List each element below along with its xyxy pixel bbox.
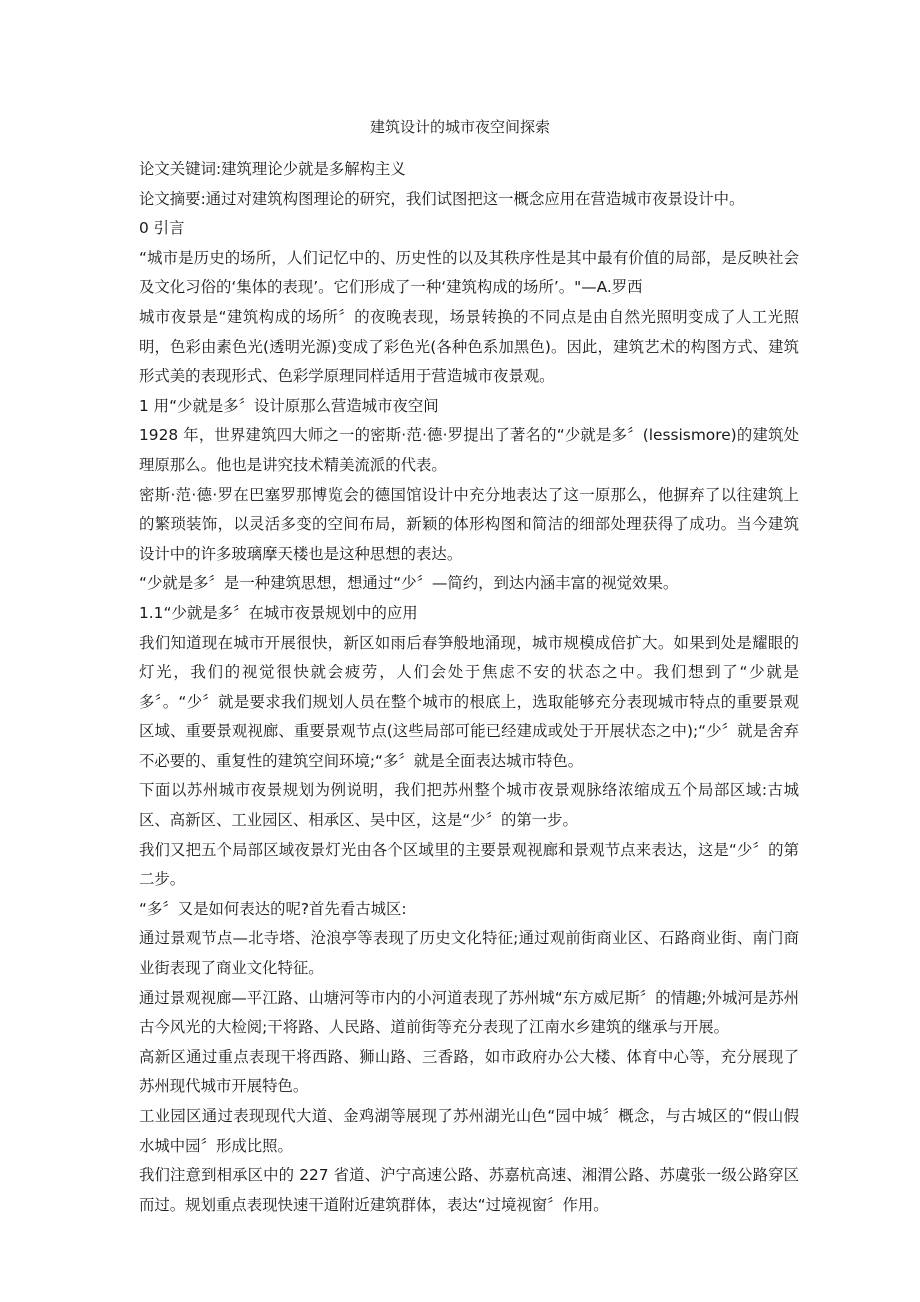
paragraph: 密斯·范·德·罗在巴塞罗那博览会的德国馆设计中充分地表达了这一原那么，他摒弃了以往建筑上的繁琐装饰，以灵活多变的空间布局，新颖的体形构图和简洁的细部处理获得了成功。当今建筑设计中的许多玻璃摩天楼也是这种思想的表达。: [139, 485, 799, 563]
paragraph: 工业园区通过表现现代大道、金鸡湖等展现了苏州湖光山色“园中城〞概念，与古城区的“假山假水城中园〞形成比照。: [139, 1107, 799, 1155]
paragraph-keywords: 论文关键词:建筑理论少就是多解构主义: [139, 160, 406, 178]
paragraph: 通过景观节点—北寺塔、沧浪亭等表现了历史文化特征;通过观前街商业区、石路商业街、南门商业街表现了商业文化特征。: [139, 929, 799, 978]
paragraph-abstract: 论文摘要:通过对建筑构图理论的研究，我们试图把这一概念应用在营造城市夜景设计中。: [139, 189, 745, 208]
paragraph: 高新区通过重点表现干将西路、狮山路、三香路，如市政府办公大楼、体育中心等，充分展现了苏州现代城市开展特色。: [139, 1047, 799, 1096]
paragraph: “少就是多〞是一种建筑思想，想通过“少〞—简约，到达内涵丰富的视觉效果。: [139, 574, 679, 593]
section-heading-introduction: 0 引言: [139, 219, 185, 238]
paragraph: “多〞又是如何表达的呢?首先看古城区:: [139, 899, 407, 918]
document-body: [139, 155, 799, 1220]
paragraph: 下面以苏州城市夜景规划为例说明，我们把苏州整个城市夜景观脉络浓缩成五个局部区域:古城区、高新区、工业园区、相承区、吴中区，这是“少〞的第一步。: [139, 781, 799, 830]
section-heading-1-1: 1.1“少就是多〞在城市夜景规划中的应用: [139, 603, 418, 622]
document-title: 建筑设计的城市夜空间探索: [369, 118, 550, 136]
paragraph: 我们又把五个局部区域夜景灯光由各个区域里的主要景观视廊和景观节点来表达，这是“少〞的第二步。: [139, 840, 799, 889]
paragraph: 我们注意到相承区中的 227 省道、沪宁高速公路、苏嘉杭高速、湘渭公路、苏虞张一级公路穿区而过。规划重点表现快速干道附近建筑群体，表达“过境视窗〞作用。: [139, 1166, 799, 1214]
paragraph: 我们知道现在城市开展很快，新区如雨后春笋般地涌现，城市规模成倍扩大。如果到处是耀眼的灯光，我们的视觉很快就会疲劳，人们会处于焦虑不安的状态之中。我们想到了“少就是多〞。“少〞就是要求我们规划人员在整个城市的根底上，选取能够充分表现城市特点的重要景观区域、重要景观视廊、重要景观节点(这些局部可能已经建成或处于开展状态之中);“少〞就是舍弃不必要的、重复性的建筑空间环境;“多〞就是全面表达城市特色。: [139, 633, 799, 770]
paragraph: 通过景观视廊—平江路、山塘河等市内的小河道表现了苏州城“东方威尼斯〞的情趣;外城河是苏州古今风光的大检阅;干将路、人民路、道前街等充分表现了江南水乡建筑的继承与开展。: [139, 988, 799, 1037]
section-heading-1: 1 用“少就是多〞设计原那么营造城市夜空间: [139, 396, 439, 415]
paragraph: 1928 年，世界建筑四大师之一的密斯·范·德·罗提出了著名的“少就是多〞(lessismore)的建筑处理原那么。他也是讲究技术精美流派的代表。: [139, 426, 799, 474]
paragraph: 城市夜景是“建筑构成的场所〞的夜晚表现，场景转换的不同点是由自然光照明变成了人工光照明，色彩由素色光(透明光源)变成了彩色光(各种色系加黑色)。因此，建筑艺术的构图方式、建筑形式美的表现形式、色彩学原理同样适用于营造城市夜景观。: [139, 307, 799, 386]
paragraph: “城市是历史的场所，人们记忆中的、历史性的以及其秩序性是其中最有价值的局部，是反映社会及文化习俗的‘集体的表现’。它们形成了一种‘建筑构成的场所’。"—A.罗西: [139, 248, 799, 297]
